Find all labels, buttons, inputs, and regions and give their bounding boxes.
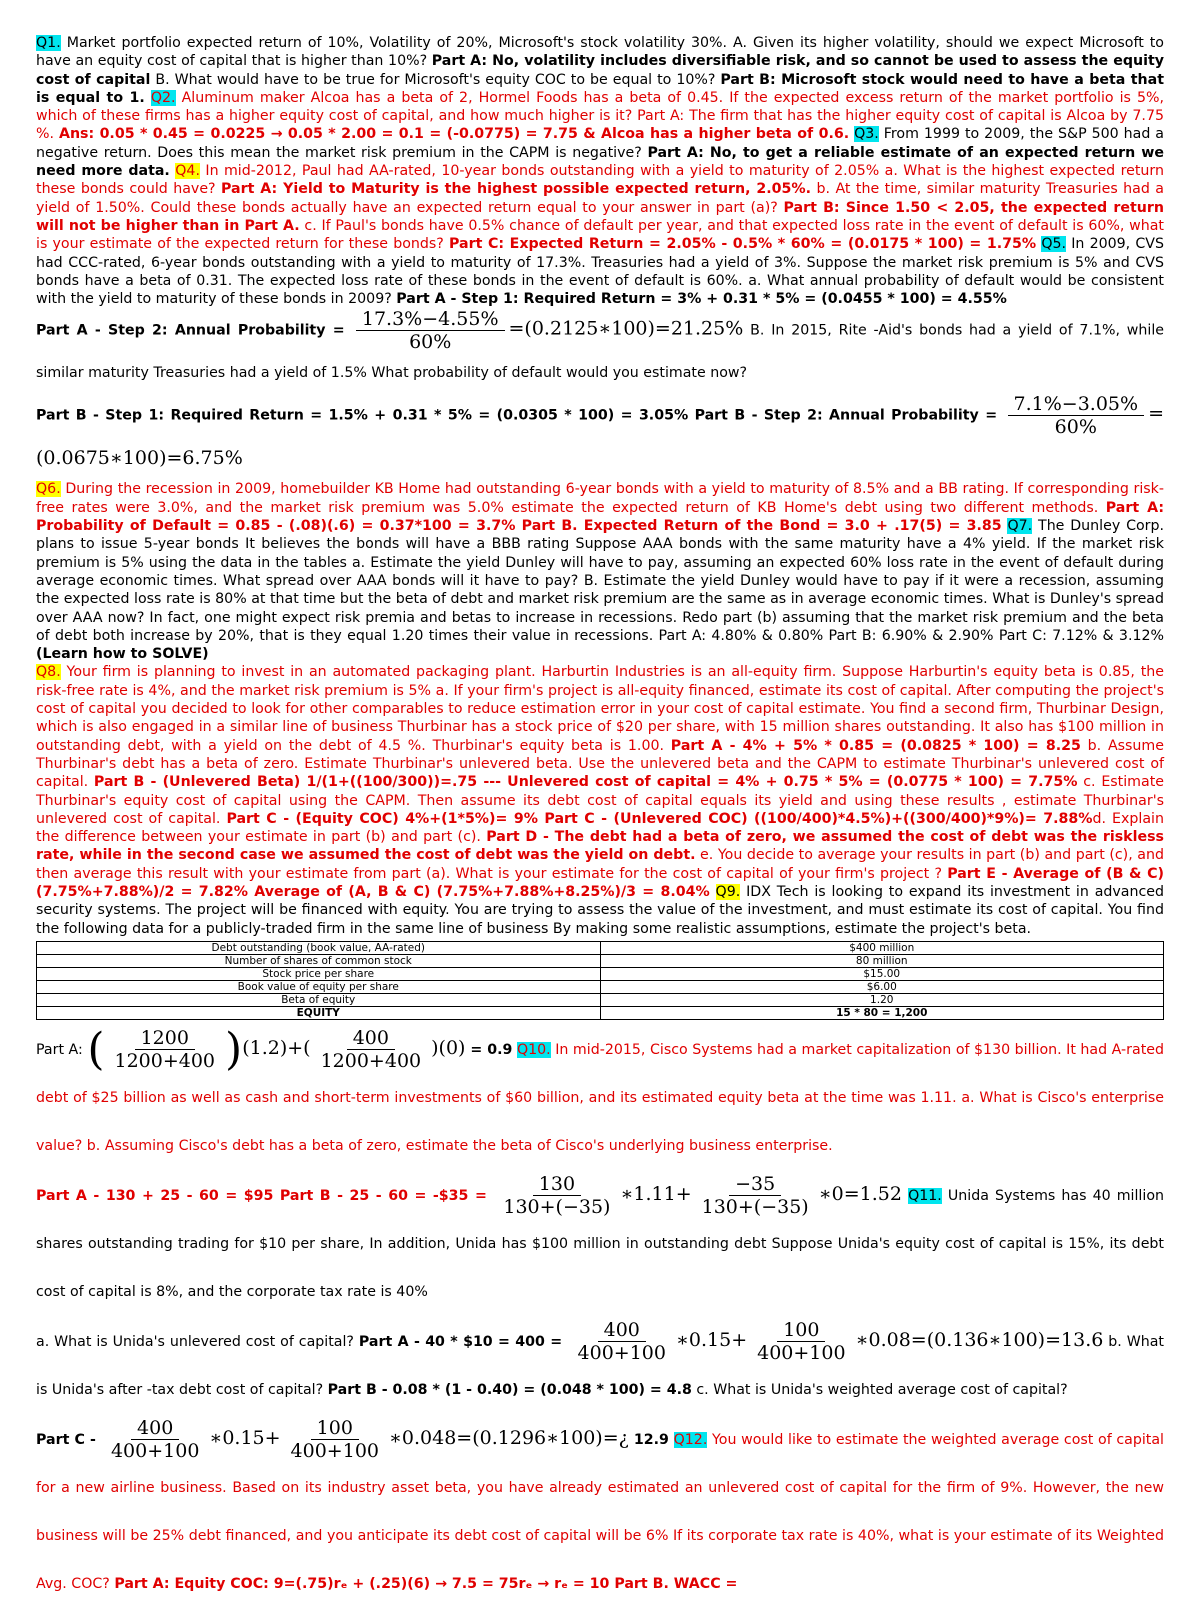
q1-tag: Q1. <box>36 35 61 51</box>
q5-step2-a-label: Part A - Step 2: Annual Probability = <box>36 322 352 339</box>
q11-tag: Q11. <box>908 1187 942 1204</box>
q3-tag: Q3. <box>854 126 879 143</box>
q11-a-end-term: ∗0.08=(0.136∗100)=13.6 <box>855 1328 1104 1351</box>
q5-fraction-a-numerator: 17.3%−4.55% <box>356 308 505 331</box>
table-cell-value: $6.00 <box>600 980 1164 993</box>
q12-text: You would like to estimate the weighted average cost of capital for a new airline business. Based on its industry asset beta, you have already estimated an unlevered cost of capital for the firm of 9%. However, the new business will be 25% debt financed, and you anticipate its debt cost of capital will be 6% If its corporate tax rate is 40%, what is your estimate of its Weighted Avg. COC? <box>36 1431 1164 1592</box>
q9-fraction-2-numerator: 400 <box>347 1027 395 1050</box>
q11-c-fraction-1-numerator: 400 <box>131 1417 179 1440</box>
q6-tag: Q6. <box>36 481 61 498</box>
q2-text: Aluminum maker Alcoa has a beta of 2, Hormel Foods has a beta of 0.45. If the expected excess return of the market portfolio is 5%, which of these firms has a higher equity cost of capital, and how much higher is it? Part A: The firm that has the higher equity cost of capital is Alcoa by 7.75 %. <box>36 89 1164 143</box>
q1-part-a: Part A: No, volatility includes diversifiable risk, and so cannot be used to assess the equity cost of capital <box>36 53 1164 88</box>
q11-c-middle-term: ∗0.15+ <box>209 1426 281 1449</box>
q10-fraction-2-numerator: −35 <box>729 1173 781 1196</box>
q8-text: Your firm is planning to invest in an automated packaging plant. Harburtin Industries is an all-equity firm. Suppose Harburtin's equity beta is 0.85, the risk-free rate is 4%, and the market risk premium is 5% a. If your firm's project is all-equity financed, estimate its cost of capital. After computing the project's cost of capital you decided to look for other comparables to reduce estimation error in your cost of capital estimate. You find a second firm, Thurbinar Design, which is also engaged in a similar line of business Thurbinar has a stock price of $20 per share, with 15 million shares outstanding. It also has $100 million in outstanding debt, with a yield on the debt of 4.5 %. Thurbinar's equity beta is 1.00. <box>36 664 1164 754</box>
q10-end-term: ∗0=1.52 <box>818 1182 902 1205</box>
table-cell-value: $15.00 <box>600 967 1164 980</box>
q11-a-fraction-2-denominator: 400+100 <box>757 1342 846 1365</box>
q10-tag: Q10. <box>516 1041 551 1058</box>
q5-fraction-b <box>1008 393 1145 438</box>
table-cell-value: 1.20 <box>600 993 1164 1006</box>
q10-part-a: Part A - 130 + 25 - 60 = $95 Part B - 25 - 60 = -$35 = <box>36 1187 494 1204</box>
table-row <box>37 941 1164 954</box>
q10-fraction-1-numerator: 130 <box>533 1173 581 1196</box>
q11-c-fraction-2-numerator: 100 <box>311 1417 359 1440</box>
q11-text: Unida Systems has 40 million shares outstanding trading for $10 per share, In addition, Unida has $100 million in outstanding debt Suppose Unida's equity cost of capital is 15%, its debt cost of capital is 8%, and the corporate tax rate is 40% <box>36 1187 1164 1300</box>
q11-c-fraction-2-denominator: 400+100 <box>290 1440 379 1463</box>
q4-text-b: b. At the time, similar maturity Treasuries had a yield of 1.50%. Could these bonds actually have an expected return equal to your answer in part (a)? <box>36 181 1164 216</box>
table-cell-label: Beta of equity <box>37 993 601 1006</box>
q2-answer: Ans: 0.05 * 0.45 = 0.0225 → 0.05 * 2.00 = 0.1 = (-0.0775) = 7.75 & Alcoa has a higher beta of 0.6. <box>58 126 850 143</box>
q11-a-fraction-1 <box>572 1319 672 1364</box>
q11-part-a-row <box>36 1316 1164 1414</box>
table-row <box>37 954 1164 967</box>
q5-fraction-a-result: =(0.2125∗100)=21.25% <box>508 317 744 340</box>
q3-part-a: Part A: No, to get a reliable estimate of an expected return we need more data. <box>36 144 1164 180</box>
q8-part-a: Part A - 4% + 5% * 0.85 = (0.0825 * 100) = 8.25 <box>670 737 1081 754</box>
q7-learn-note: (Learn how to SOLVE) <box>36 646 209 663</box>
q5-fraction-b-denominator: 60% <box>1054 416 1097 439</box>
q11-a-fraction-2 <box>751 1319 851 1364</box>
q11-c-end-term: ∗0.048=(0.1296∗100)=¿ <box>389 1426 629 1449</box>
table-row <box>37 967 1164 980</box>
q6-text: During the recession in 2009, homebuilder KB Home had outstanding 6-year bonds with a yield to maturity of 8.5% and a BB rating. If corresponding risk-free rates were 3.0%, and the market risk premium was 5.0% estimate the expected return of KB Home's debt using two different methods. <box>36 481 1164 516</box>
q5-text: In 2009, CVS had CCC-rated, 6-year bonds outstanding with a yield to maturity of 17.3%. Treasuries had a yield of 3%. Suppose the market risk premium is 5% and CVS bonds have a beta of 0.31. The expected loss rate of these bonds in the event of default is 60%. a. What annual probability of default would be consistent with the yield to maturity of these bonds in 2009? <box>36 236 1164 308</box>
q9-text: IDX Tech is looking to expand its investment in advanced security systems. The project will be financed with equity. You are trying to assess the value of the investment, and must estimate its cost of capital. You find the following data for a publicly-traded firm in the same line of business By making some realistic assumptions, estimate the project's beta. <box>36 883 1165 937</box>
q8-part-d: Part D - The debt had a beta of zero, we assumed the cost of debt was the riskless rate, while in the second case we assumed the cost of debt was the yield on debt. <box>36 829 1164 864</box>
q10-middle-term: ∗1.11+ <box>620 1182 692 1205</box>
table-cell-label: Number of shares of common stock <box>37 954 601 967</box>
q6-answer: Part A: Probability of Default = 0.85 - (.08)(.6) = 0.37*100 = 3.7% Part B. Expected Return of the Bond = 3.0 + .17(5) = 3.85 <box>36 499 1164 535</box>
q9-tag: Q9. <box>715 883 741 900</box>
q11-c-fraction-2 <box>285 1417 385 1462</box>
q11-question-b: b. What is Unida's after -tax debt cost of capital? <box>36 1333 1164 1398</box>
q8-part-b: Part B - (Unlevered Beta) 1/(1+((100/300))=.75 --- Unlevered cost of capital = 4% + 0.75 * 5% = (0.0775 * 100) = 7.75% <box>93 774 1078 791</box>
q9-fraction-1-numerator: 1200 <box>135 1027 195 1050</box>
q11-c-result: 12.9 <box>628 1431 669 1448</box>
q11-a-fraction-1-denominator: 400+100 <box>577 1342 666 1365</box>
q8-text-c: c. Estimate Thurbinar's equity cost of capital using the CAPM. Then assume its debt cost of capital equals its yield and using these results , estimate Thurbinar's unlevered cost of capital. <box>36 774 1164 827</box>
q5-tag: Q5. <box>1041 236 1067 253</box>
q4-part-b: Part B: Since 1.50 < 2.05, the expected return will not be higher than in Part A. <box>36 199 1164 234</box>
q8-tag: Q8. <box>36 664 61 681</box>
q12-answer: Part A: Equity COC: 9=(.75)rₑ + (.25)(6) → 7.5 = 75rₑ → rₑ = 10 Part B. WACC = <box>114 1575 738 1592</box>
q9-data-table <box>36 941 1164 1020</box>
q11-a-fraction-1-numerator: 400 <box>598 1319 646 1342</box>
q11-part-c: Part C - <box>36 1431 101 1448</box>
q9-fraction-1 <box>108 1027 221 1072</box>
q8-text-b: b. Assume Thurbinar's debt has a beta of zero. Estimate Thurbinar's unlevered beta. Use the unlevered beta and the CAPM to estimate Thurbinar's unlevered cost of capital. <box>36 737 1164 791</box>
q2-tag: Q2. <box>150 89 176 106</box>
q12-tag: Q12. <box>673 1431 708 1448</box>
q4-text: In mid-2012, Paul had AA-rated, 10-year bonds outstanding with a yield to maturity of 2.05% a. What is the highest expected return these bonds could have? <box>36 163 1164 198</box>
right-paren-icon: ) <box>225 1023 243 1075</box>
table-cell-value: 15 * 80 = 1,200 <box>600 1006 1164 1019</box>
q9-fraction-2 <box>315 1027 428 1072</box>
q4-text-c: c. If Paul's bonds have 0.5% chance of default per year, and that expected loss rate in the event of default is 60%, what is your estimate of the expected return for these bonds? <box>36 217 1164 253</box>
q8-part-c: Part C - (Equity COC) 4%+(1*5%)= 9% Part C - (Unlevered COC) ((100/400)*4.5%)+((300/400)*9%)= 7.88% <box>226 810 1093 827</box>
q9-fraction-1-denominator: 1200+400 <box>114 1050 216 1073</box>
table-cell-value: $400 million <box>600 941 1164 954</box>
q11-a-middle-term: ∗0.15+ <box>675 1328 748 1351</box>
q5-fraction-a <box>356 308 505 353</box>
q10-answer-row <box>36 1170 1164 1316</box>
q11-part-b: Part B - 0.08 * (1 - 0.40) = (0.048 * 100) = 4.8 <box>327 1381 692 1398</box>
table-row <box>37 980 1164 993</box>
q10-fraction-1-denominator: 130+(−35) <box>503 1196 611 1219</box>
table-cell-value: 80 million <box>600 954 1164 967</box>
paragraph-q6-q9 <box>36 480 1164 937</box>
q11-question-a: a. What is Unida's unlevered cost of capital? <box>36 1333 359 1350</box>
q1-text-b: B. What would have to be true for Microsoft's equity COC to be equal to 10%? <box>150 71 721 88</box>
q7-tag: Q7. <box>1007 518 1033 535</box>
q9-result: = 0.9 <box>465 1041 513 1058</box>
q11-question-c: c. What is Unida's weighted average cost of capital? <box>691 1381 1068 1398</box>
q5-step-b: Part B - Step 1: Required Return = 1.5% + 0.31 * 5% = (0.0305 * 100) = 3.05% Part B - Step 2: Annual Probability = <box>36 407 1004 424</box>
q10-fraction-1 <box>497 1173 616 1218</box>
q8-text-e: e. You decide to average your results in part (b) and part (c), and then average this result with your estimate from part (a). What is your estimate for the cost of capital of your firm's project ? <box>36 847 1164 882</box>
q11-a-fraction-2-numerator: 100 <box>777 1319 825 1342</box>
q11-c-fraction-1 <box>105 1417 205 1462</box>
q1-part-b: Part B: Microsoft stock would need to have a beta that is equal to 1. <box>36 71 1164 106</box>
q5-text-b: B. In 2015, Rite -Aid's bonds had a yield of 7.1%, while similar maturity Treasuries had a yield of 1.5% What probability of default would you estimate now? <box>36 322 1165 382</box>
q7-text: The Dunley Corp. plans to issue 5-year bonds It believes the bonds will have a BBB rating Suppose AAA bonds with the same maturity have a 4% yield. If the market risk premium is 5% using the data in the tables a. Estimate the yield Dunley will have to pay, assuming an expected 60% loss rate in the event of default during average economic times. What spread over AAA bonds will it have to pay? B. Estimate the yield Dunley would have to pay if it were a recession, assuming the expected loss rate is 80% at that time but the beta of debt and market risk premium are the same as in average economic times. What is Dunley's spread over AAA now? In fact, one might expect risk premia and betas to increase in recessions. Redo part (b) assuming that the market risk premium and the beta of debt both increase by 20%, that is they equal 1.20 times their value in recessions. Part A: 4.80% & 0.80% Part B: 6.90% & 2.90% Part C: 7.12% & 3.12% <box>36 518 1165 644</box>
q9-middle-term: (1.2)+( <box>242 1036 311 1059</box>
q11-c-fraction-1-denominator: 400+100 <box>110 1440 200 1463</box>
q5-fraction-b-numerator: 7.1%−3.05% <box>1008 393 1145 416</box>
q10-fraction-2-denominator: 130+(−35) <box>701 1196 809 1219</box>
table-cell-label: Stock price per share <box>37 967 601 980</box>
table-row <box>37 1006 1164 1019</box>
q4-tag: Q4. <box>175 163 200 180</box>
q5-fraction-b-result: =(0.0675∗100)=6.75% <box>36 402 1164 470</box>
table-cell-label: Debt outstanding (book value, AA-rated) <box>37 941 601 954</box>
q11-part-a: Part A - 40 * $10 = 400 = <box>358 1333 568 1350</box>
q8-part-e: Part E - Average of (B & C) (7.75%+7.88%)/2 = 7.82% Average of (A, B & C) (7.75%+7.88%+8.25%)/3 = 8.04% <box>36 865 1164 900</box>
table-row <box>37 993 1164 1006</box>
q10-text: In mid-2015, Cisco Systems had a market capitalization of $130 billion. It had A-rated debt of $25 billion as well as cash and short-term investments of $60 billion, and its estimated equity beta at the time was 1.11. a. What is Cisco's enterprise value? b. Assuming Cisco's debt has a beta of zero, estimate the beta of Cisco's underlying business enterprise. <box>36 1041 1164 1154</box>
document-page <box>36 34 1164 1608</box>
q9-answer-row <box>36 1024 1164 1170</box>
q9-fraction-2-denominator: 1200+400 <box>320 1050 422 1073</box>
q1-text: Market portfolio expected return of 10%, Volatility of 20%, Microsoft's stock volatility 30%. A. Given its higher volatility, should we expect Microsoft to have an equity cost of capital that is higher than 10%? <box>36 35 1164 70</box>
q9-end-term: )(0) <box>431 1036 466 1059</box>
q3-text: From 1999 to 2009, the S&P 500 had a negative return. Does this mean the market risk premium in the CAPM is negative? <box>36 126 1164 161</box>
left-paren-icon: ( <box>87 1023 105 1075</box>
q9-part-a-label: Part A: <box>36 1041 88 1058</box>
q11-part-c-row <box>36 1414 1164 1608</box>
table-cell-label: EQUITY <box>37 1006 601 1019</box>
q5-fraction-a-denominator: 60% <box>409 331 452 354</box>
q5-step1-a: Part A - Step 1: Required Return = 3% + 0.31 * 5% = (0.0455 * 100) = 4.55% <box>396 291 1007 308</box>
table-cell-label: Book value of equity per share <box>37 980 601 993</box>
q10-fraction-2 <box>696 1173 815 1218</box>
paragraph-q1-q5 <box>36 34 1164 308</box>
q4-part-a: Part A: Yield to Maturity is the highest possible expected return, 2.05%. <box>221 181 812 198</box>
q8-text-d: d. Explain the difference between your estimate in part (b) and part (c). <box>36 810 1164 846</box>
q5-step2-row <box>36 308 1164 393</box>
q5-part-b-row <box>36 393 1164 480</box>
q4-part-c: Part C: Expected Return = 2.05% - 0.5% * 60% = (0.0175 * 100) = 1.75% <box>449 236 1037 253</box>
